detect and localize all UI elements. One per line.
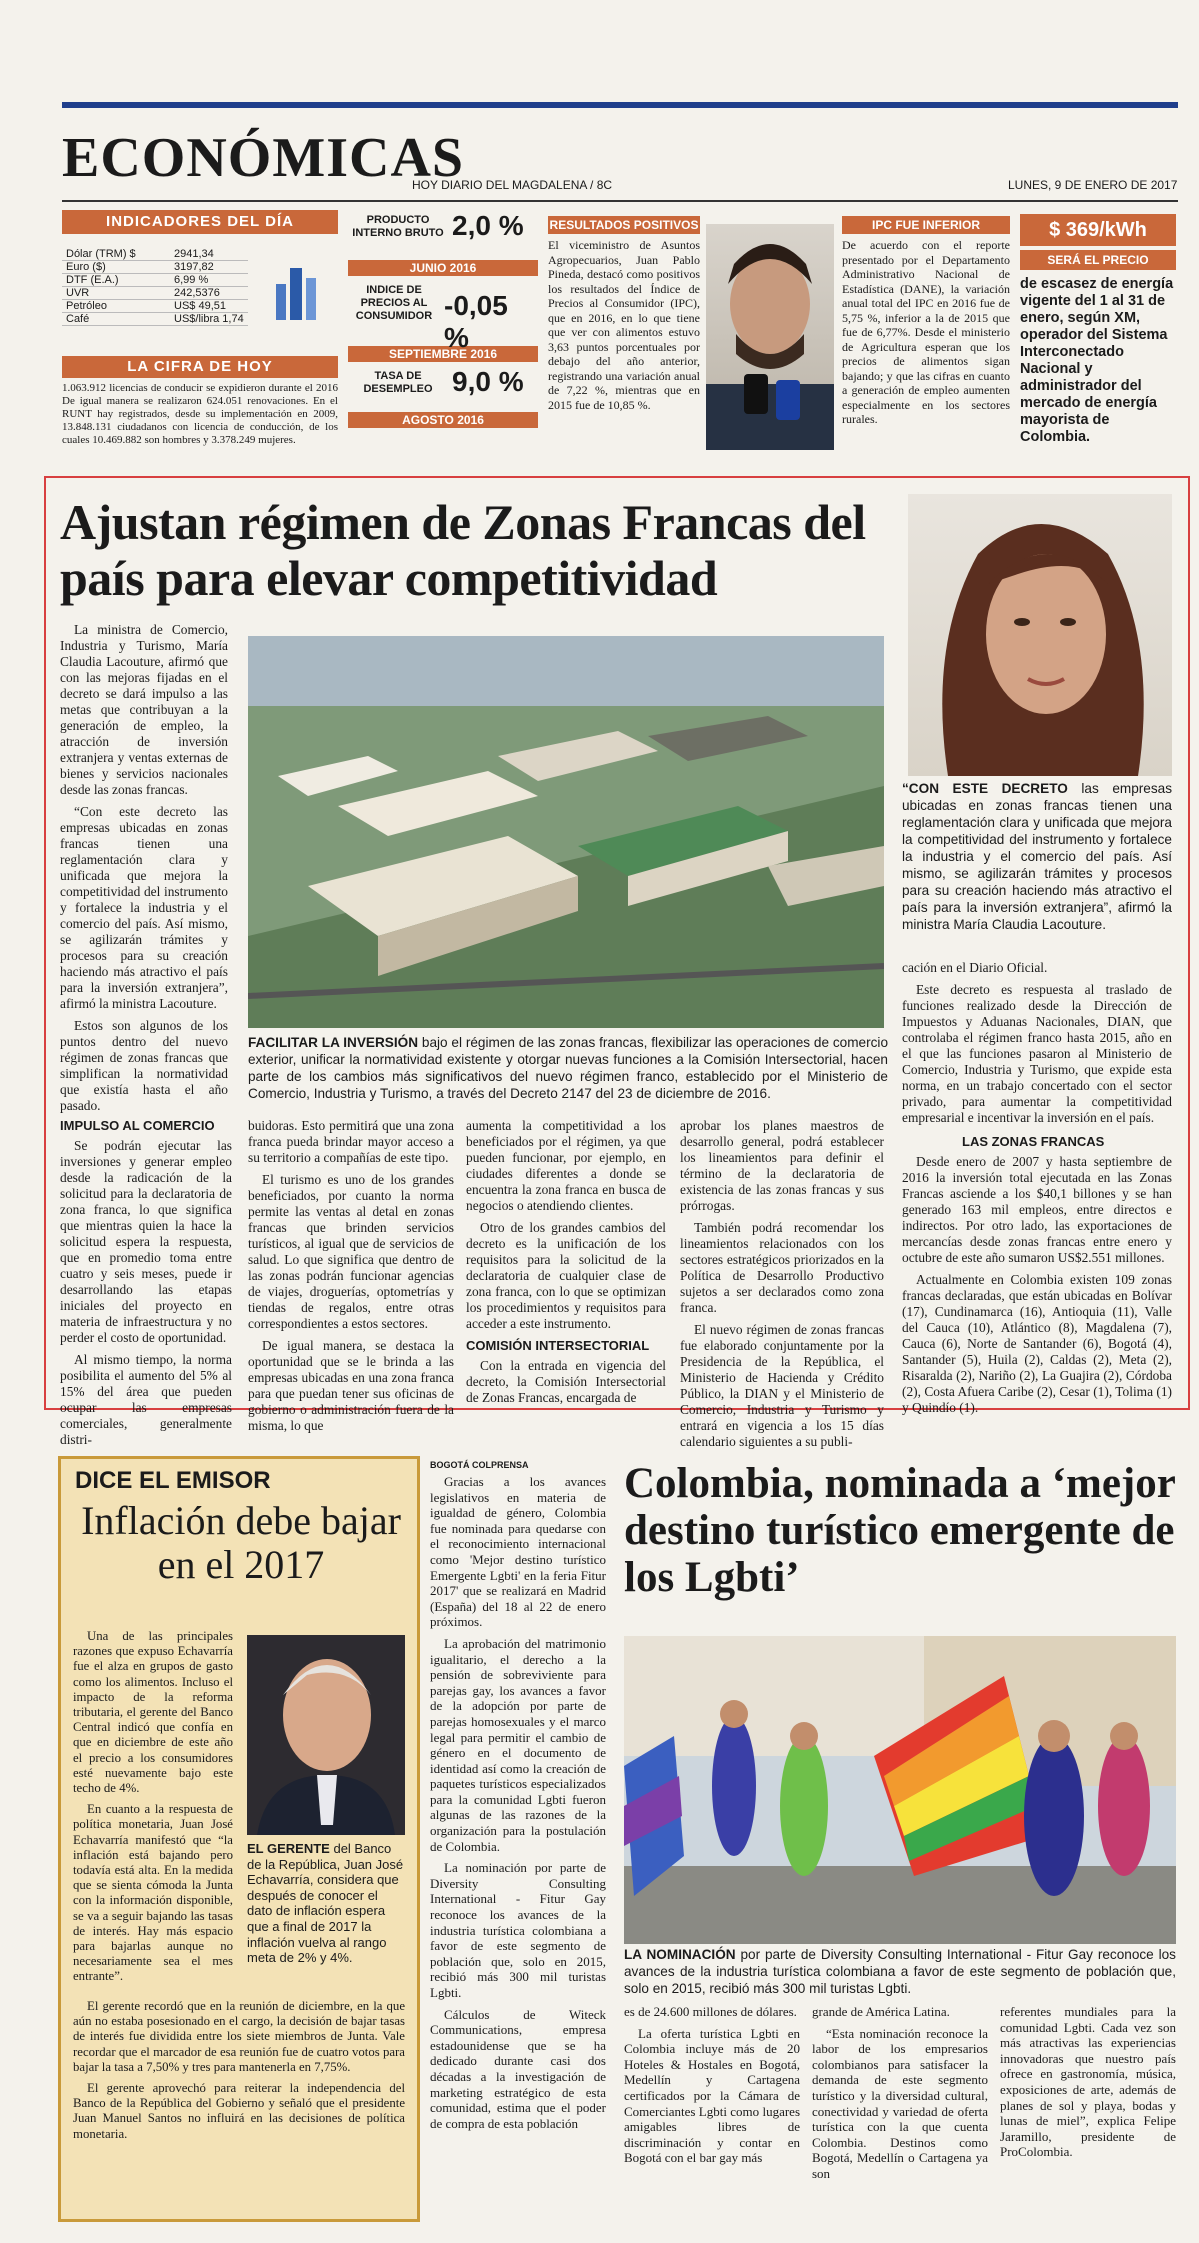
viceministro-photo [706, 224, 834, 450]
emisor-caption [247, 1841, 405, 1966]
paragraph: El nuevo régimen de zonas francas fue elaborado conjuntamente por la Presidencia de la República, el Ministerio de Hacienda y Crédito Público, la DIAN y el Ministerio de Comercio, Industria y Turismo y entrará en vigencia a los 15 días calendario siguientes a su publi- [680, 1322, 884, 1449]
stat-label: INDICE DE PRECIOS AL CONSUMIDOR [355, 284, 433, 322]
paragraph: Cálculos de Witeck Communications, empresa estadounidense que se ha dedicado durante casi dos décadas a la investigación de marketing estratégico de esta comunidad, estima que el poder de compra de esta población [430, 2006, 606, 2131]
stat-pib [348, 210, 538, 260]
paragraph: En cuanto a la respuesta de política monetaria, Juan José Echavarría manifestó que “la inflación está bajando pero todavía está alta. En la medida que se sienta cómoda la Junta con la información disponible, se va a seguir bajando las tasas de interés. Hay más espacio para bajarlas aunque no necesariamente sea el mes entrante”. [73, 1802, 233, 1984]
emisor-headline: Inflación debe bajar en el 2017 [81, 1498, 401, 1587]
paragraph: El gerente recordó que en la reunión de diciembre, en la que aún no estaba posesionado en el cargo, la decisión de bajar tasas de interés fue dividida entre los siete miembros de Junta. Vale recordar que el marcador de esa reunión fue de cuatro votos para bajar la tasa a 7,50% y tres para mantenerla en 7,75%. [73, 1999, 405, 2074]
resultados-title: RESULTADOS POSITIVOS [549, 218, 699, 232]
paragraph: aumenta la competitividad a los beneficiados por el régimen, ya que pueden funcionar, por ejemplo, en ciudades diferentes a donde se encuentra la zona franca en busca de negocios o atendiendo clientes. [466, 1118, 666, 1213]
paper-name: HOY DIARIO DEL MAGDALENA / 8C [412, 178, 613, 192]
indicator-name: UVR [62, 287, 170, 300]
main-left-col [60, 622, 228, 1120]
quote-lead: “CON ESTE DECRETO [902, 781, 1068, 796]
indicator-row [62, 248, 248, 261]
indicators-table [62, 248, 248, 326]
stat-value: 2,0 % [452, 210, 524, 241]
zona-franca-aerial-photo [248, 636, 884, 1028]
paragraph: es de 24.600 millones de dólares. [624, 2004, 797, 2019]
paragraph: La oferta turística Lgbti en Colombia incluye más de 20 Hoteles & Hostales en Bogotá, Medellín y Cartagena certificados por la Cámara de Comerciantes Lgbti como lugares amigables libres de discriminación y contar en Bogotá con el bar gay más [624, 2025, 800, 2166]
paragraph: referentes mundiales para la comunidad Lgbti. Cada vez son más atractivas las experiencias innovadoras que nuestro país ofrece en gastronomía, música, exposiciones de arte, además de planes de sol y playa, bodas y lunas de miel”, explica Felipe Jaramillo, presidente de ProColombia. [1000, 2004, 1176, 2160]
lacouture-photo [908, 494, 1172, 776]
indicator-name: Euro ($) [62, 261, 170, 274]
paragraph: La nominación por parte de Diversity Consulting International - Fitur Gay reconoce los avances de la industria turística colombiana a favor de este segmento de población que, solo en 2015, recibió más 300 mil turistas Lgbti. [430, 1860, 606, 2000]
paragraph: El gerente aprovechó para reiterar la independencia del Banco de la República del Gobierno y señaló que el presidente Juan Manuel Santos no influirá en las decisiones de política monetaria. [73, 2081, 405, 2141]
caption-lead: FACILITAR LA INVERSIÓN [248, 1035, 419, 1050]
lgbti-caption [624, 1946, 1176, 1997]
stat-period: AGOSTO 2016 [348, 412, 538, 428]
paragraph: Se podrán ejecutar las inversiones y generar empleo desde la radicación de la solicitud para la declaratoria de zona franca, lo que significa que mientras quien la hace la solicitud espera la respuesta, que en promedio toma entre cuatro y seis meses, puede ir desarrollando las etapas iniciales del proyecto en materia de infraestructura y no perder el costo de oportunidad. [60, 1138, 232, 1345]
resultados-box [548, 216, 700, 412]
paragraph: Otro de los grandes cambios del decreto es la unificación de los requisitos para la solicitud de la declaratoria de cualquier clase de zona franca, con lo que se optimizan los procedimientos y requisitos para acceder a este instrumento. [466, 1220, 666, 1331]
paragraph: cación en el Diario Oficial. [902, 960, 1048, 975]
main-quote [902, 780, 1172, 933]
indicator-row [62, 313, 248, 326]
resultados-text: El viceministro de Asuntos Agropecuarios, Juan Pablo Pineda, destacó como positivos los resultados del Índice de Precios al Consumidor (IPC), que en 2016, en lo que tiene que ver con alimentos estuvo 3,63 puntos porcentuales por debajo del año anterior, registrando una variación anual de 7,22 %, mientras que en 2015 fue de 10,85 %. [548, 238, 700, 412]
cifra-text: 1.063.912 licencias de conducir se expidieron durante el 2016 De igual manera se realizaron 624.051 renovaciones. En el RUNT hay registrados, desde su implementación en 2009, 13.848.131 ciudadanos con licencia de conducción, de los cuales 10.469.882 son hombres y 3.378.249 mujeres. [62, 382, 338, 446]
emisor-box [58, 1456, 420, 2222]
stat-label: PRODUCTO INTERNO BRUTO [352, 214, 444, 239]
indicator-value: 242,5376 [170, 287, 248, 300]
lgbti-col-3 [812, 2004, 988, 2188]
paragraph: Desde enero de 2007 y hasta septiembre de 2016 la inversión total ejecutada en las Zonas Francas asciende a los $40,1 billones y se han generado 163 mil empleos, entre directos e indirectos. Por otro lado, las exportaciones de mercancías desde zonas francas entre enero y octubre de este año sumaron US$2.551 millones. [902, 1154, 1172, 1265]
main-photo-caption [248, 1034, 888, 1102]
lgbti-parade-photo [624, 1636, 1176, 1944]
paragraph: Al mismo tiempo, la norma posibilita el aumento del 5% al 15% del área que pueden ocupar las empresas comerciales, generalmente distri- [60, 1352, 232, 1447]
emisor-kicker: DICE EL EMISOR [75, 1467, 271, 1494]
indicators-title: INDICADORES DEL DÍA [62, 210, 338, 234]
caption-lead: EL GERENTE [247, 1841, 330, 1856]
paragraph: “Esta nominación reconoce la labor de los empresarios colombianos para satisfacer la demanda de este segmento turístico y la diversidad cultural, conectividad y variedad de oferta turística con la que cuenta Colombia. Destinos como Bogotá, Medellín o Cartagena ya son [812, 2025, 988, 2181]
caption-text: del Banco de la República, Juan José Echavarría, considera que después de conocer el dato de inflación espera que a final de 2017 la inflación vuelva al rango meta de 2% y 4%. [247, 1841, 404, 1966]
paragraph: De igual manera, se destaca la oportunidad que se le brinda a las empresas ubicadas en una zona franca para que puedan tener sus oficinas de gobierno o administración fuera de la misma, lo que [248, 1338, 454, 1433]
cifra-title: LA CIFRA DE HOY [62, 356, 338, 378]
indicator-value: US$ 49,51 [170, 300, 248, 313]
stats-box [348, 210, 538, 428]
lgbti-headline: Colombia, nominada a ‘mejor destino turístico emergente de los Lgbti’ [624, 1460, 1176, 1601]
stat-label: TASA DE DESEMPLEO [363, 370, 433, 395]
caption-text: por parte de Diversity Consulting International - Fitur Gay reconoce los avances de la industria turística colombiana a favor de este segmento de población que, solo en 2015, recibió más 300 mil turistas Lgbti. [624, 1947, 1176, 1996]
indicator-name: DTF (E.A.) [62, 274, 170, 287]
building-chart-icon [272, 260, 322, 320]
stat-value: -0,05 % [444, 290, 508, 353]
indicator-row [62, 274, 248, 287]
indicator-value: 3197,82 [170, 261, 248, 274]
paragraph: Actualmente en Colombia existen 109 zonas francas declaradas, que están ubicadas en Bolívar (17), Cundinamarca (16), Antioquia (11), Valle del Cauca (10), Atlántico (8), Magdalena (7), Cauca (6), Norte de Santander (6), Bogotá (4), Santander (5), Huila (2), Caldas (2), Meta (2), Risaralda (2), Nariño (2), La Guajira (2), Córdoba (2), Costa Afuera Caribe (2), Cesar (1), Tolima (1) y Quindío (1). [902, 1272, 1172, 1415]
paragraph: Con la entrada en vigencia del decreto, la Comisión Intersectorial de Zonas Francas, encargada de [466, 1358, 666, 1405]
header-rule [62, 102, 1178, 108]
lgbti-col-4 [1000, 2004, 1176, 2166]
echavarria-photo [247, 1635, 405, 1835]
main-col-4 [466, 1118, 666, 1412]
ipc-text: De acuerdo con el reporte presentado por el Departamento Administrativo Nacional de Estadística (DANE), la variación anual total del IPC en 2016 fue de 5,75 %, inferior a la de 2015 que fue de 6,77%. Desde el ministerio de Agricultura esperan que los precios de alimentos sigan bajando; y que las cifras en cuanto a generación de empleo aumenten especialmente en los sectores rurales. [842, 238, 1010, 426]
main-right-col [902, 960, 1172, 1422]
emisor-col [73, 1629, 233, 1991]
main-col-5 [680, 1118, 884, 1456]
main-col-3 [248, 1118, 454, 1440]
impulso-col [60, 1118, 232, 1454]
main-headline: Ajustan régimen de Zonas Francas del país para elevar competitividad [60, 494, 866, 606]
kwh-price: $ 369/kWh [1020, 214, 1176, 246]
quote-text: las empresas ubicadas en zonas francas tienen una reglamentación clara y unificada que mejora la competitividad del instrumento y fortalece la industria y el comercio del país. Así mismo, se agilizarán trámites y procesos para su creación haciendo más atractivo el país para la inversión extranjera”, afirmó la ministra María Claudia Lacouture. [902, 781, 1173, 932]
indicator-value: US$/libra 1,74 [170, 313, 248, 326]
impulso-title: IMPULSO AL COMERCIO [60, 1118, 215, 1133]
indicator-name: Café [62, 313, 170, 326]
stat-ipc [348, 276, 538, 353]
paragraph: Estos son algunos de los puntos dentro del nuevo régimen de zonas francas que simplifican la normatividad que existía hasta el año pasado. [60, 1018, 228, 1113]
kwh-label: SERÁ EL PRECIO [1020, 250, 1176, 270]
paragraph: Este decreto es respuesta al traslado de funciones realizado desde la Dirección de Impuestos y Aduanas Nacionales, DIAN, que controlaba el régimen franco hasta 2015, año en el que las funciones pasaron al Ministerio de Comercio, Industria y Turismo, que expide esta norma, en un trabajo concertado con el sector privado, para aumentar la competitividad empresarial e incentivar la inversión en el país. [902, 982, 1172, 1125]
stat-value: 9,0 % [452, 366, 524, 397]
paragraph: La ministra de Comercio, Industria y Turismo, María Claudia Lacouture, afirmó que con las mejoras fijadas en el decreto se dará impulso a las metas que contribuyan a la generación de empleo, la atracción de inversión extranjera y ventas externas de bienes y servicios nacionales desde las zonas francas. [60, 622, 228, 797]
ipc-title: IPC FUE INFERIOR [842, 216, 1010, 234]
indicator-value: 2941,34 [170, 248, 248, 261]
indicators-box [62, 210, 338, 450]
lgbti-col-1 [430, 1474, 606, 2137]
kwh-text: de escasez de energía vigente del 1 al 31 de enero, según XM, operador del Sistema Interconectado Nacional y administrador del mercado de energía mayorista de Colombia. [1020, 276, 1174, 445]
paragraph: aprobar los planes maestros de desarrollo general, podrá establecer los lineamientos para definir el término de la declaratoria de existencia de las zonas francas y sus prórrogas. [680, 1118, 884, 1213]
indicator-row [62, 300, 248, 313]
paragraph: La aprobación del matrimonio igualitario, el derecho a la pensión de sobreviviente para parejas gay, los avances a favor de la adopción por parte de parejas homosexuales y el marco legal para permitir el cambio de género en el documento de identidad así como la creación de paquetes turísticos especializados para la comunidad Lgbti fueron algunas de las razones de la organización para la postulación de Colombia. [430, 1635, 606, 1854]
paragraph: “Con este decreto las empresas ubicadas en zonas francas tienen una reglamentación clara y unificada que mejora la competitividad del instrumento y fortalece la industria y el comercio del país. Así mismo, se agilizarán trámites y procesos para su creación haciendo más atractivo el país para la inversión extranjera”, afirmó la ministra Lacouture. [60, 804, 228, 1011]
stat-desempleo [348, 362, 538, 412]
emisor-bottom [73, 1999, 405, 2148]
paragraph: Una de las principales razones que expuso Echavarría fue el alza en grupos de gasto como los alimentos. Incluso el impacto de la reforma tributaria, el gerente del Banco Central indicó que confía en que en diciembre de este año el precio a los consumidores esté nuevamente bajo este techo de 4%. [73, 1629, 233, 1796]
paragraph: El turismo es uno de los grandes beneficiados, por cuanto la norma permite las ventas al detal en zonas francas que brinden servicios turísticos, al igual que de servicios de salud. Lo que significa que dentro de las zonas podrán funcionar agencias de viajes, droguerías, optometrías y tiendas de regalos, entre otras correspondientes a estos sectores. [248, 1172, 454, 1331]
stat-period: JUNIO 2016 [348, 260, 538, 276]
lgbti-col-2 [624, 2004, 800, 2172]
indicator-name: Dólar (TRM) $ [62, 248, 170, 261]
caption-text: bajo el régimen de las zonas francas, flexibilizar las operaciones de comercio exterior, unificar la normatividad existente y otorgar nuevas funciones a la Comisión Intersectorial, hacen parte de los cambios más significativos del nuevo régimen franco, establecido por el Ministerio de Comercio, Industria y Turismo, a través del Decreto 2147 del 23 de diciembre de 2016. [248, 1035, 889, 1101]
kwh-box [1020, 214, 1176, 446]
stat-period: SEPTIEMBRE 2016 [348, 346, 538, 362]
indicator-row [62, 287, 248, 300]
header-underline [62, 200, 1178, 202]
paragraph: También podrá recomendar los lineamientos relacionados con los sectores estratégicos priorizados en la Política de Desarrollo Productivo sujetos a ser declarados como zona franca. [680, 1220, 884, 1315]
indicator-row [62, 261, 248, 274]
comision-title: COMISIÓN INTERSECTORIAL [466, 1338, 650, 1353]
paragraph: buidoras. Esto permitirá que una zona franca pueda brindar mayor acceso a su territorio a compañías de este tipo. [248, 1118, 454, 1165]
paragraph: Gracias a los avances legislativos en materia de igualdad de género, Colombia fue nominada para quedarse con el reconocimiento internacional como 'Mejor destino turístico Emergente Lgbti' en la feria Fitur 2017' que se realizará en Madrid (España) del 18 al 22 de enero próximos. [430, 1474, 606, 1630]
paragraph: grande de América Latina. [812, 2004, 950, 2019]
zonas-title: LAS ZONAS FRANCAS [962, 1134, 1105, 1149]
section-title: ECONÓMICAS [62, 127, 465, 189]
ipc-box [842, 216, 1010, 427]
indicator-name: Petróleo [62, 300, 170, 313]
indicator-value: 6,99 % [170, 274, 248, 287]
caption-lead: LA NOMINACIÓN [624, 1947, 736, 1962]
lgbti-byline: BOGOTÁ COLPRENSA [430, 1460, 529, 1470]
issue-date: LUNES, 9 DE ENERO DE 2017 [1008, 178, 1178, 192]
